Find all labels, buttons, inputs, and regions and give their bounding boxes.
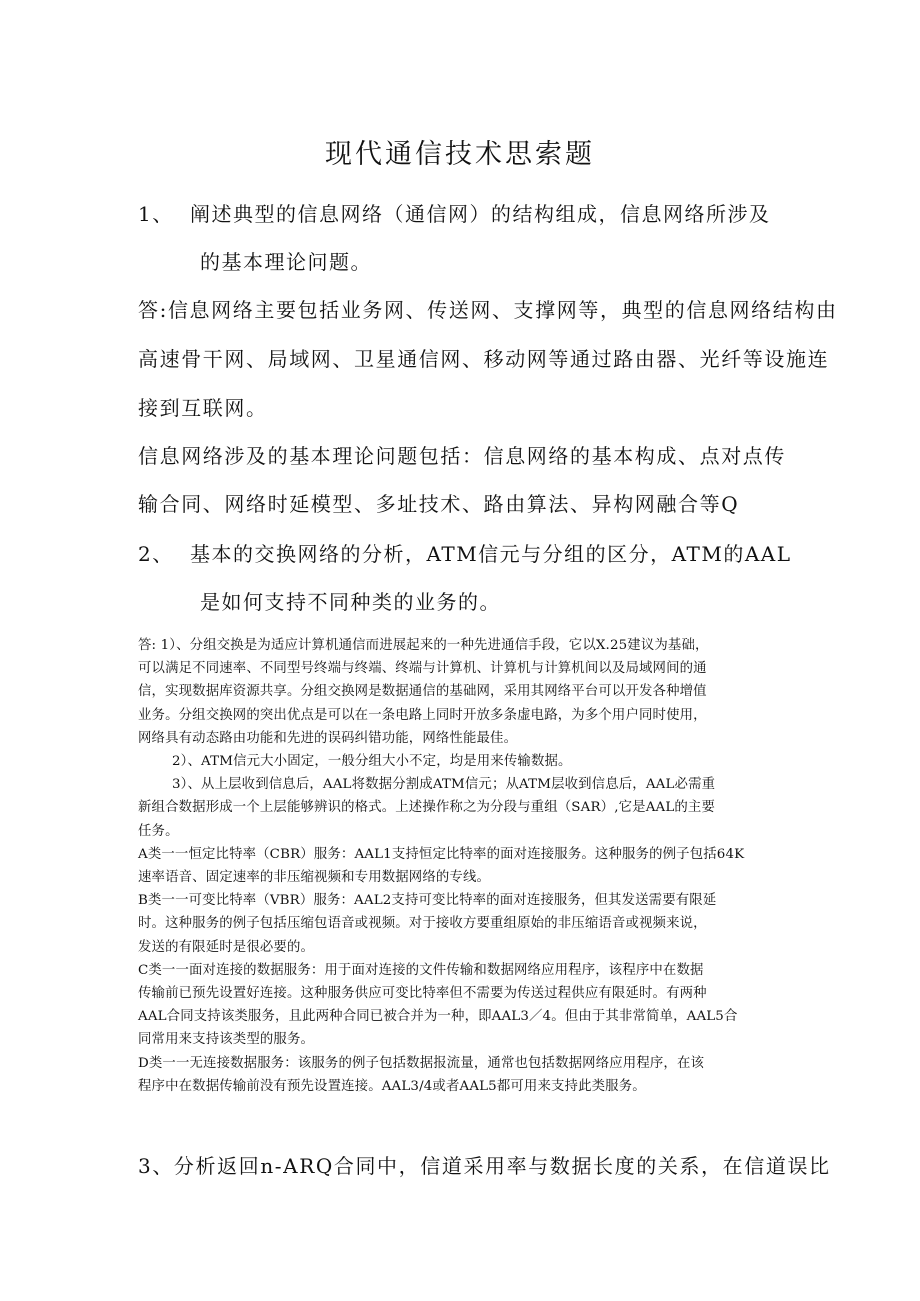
answer-1-line: 答:信息网络主要包括业务网、传送网、支撑网等，典型的信息网络结构由 [138, 298, 838, 322]
answer-2-block [138, 634, 788, 1098]
answer-1-line: 接到互联网。 [138, 396, 268, 420]
question-2-text: 基本的交换网络的分析，ATM信元与分组的区分，ATM的AAL [190, 542, 792, 566]
answer-2-line: 2）、ATM信元大小固定，一般分组大小不定，均是用来传输数据。 [172, 754, 572, 770]
question-3-line-1: 3、分析返回n-ARQ合同中，信道采用率与数据长度的关系，在信道误比 [138, 1154, 831, 1178]
answer-2-line: 可以满足不同速率、不同型号终端与终端、终端与计算机、计算机与计算机间以及局域网间的通 [138, 661, 707, 677]
answer-2-line: 信，实现数据库资源共享。分组交换网是数据通信的基础网，采用其网络平台可以开发各种增值 [138, 684, 707, 700]
answer-2-line: 答: 1）、分组交换是为适应计算机通信而进展起来的一种先进通信手段，它以X.25建议为基础， [138, 638, 709, 653]
answer-2-line: 任务。 [138, 823, 179, 839]
answer-2-line: 程序中在数据传输前没有预先设置连接。AAL3/4或者AAL5都可用来支持此类服务。 [138, 1078, 646, 1094]
answer-1-line: 输合同、网络时延模型、多址技术、路由算法、异构网融合等Q [138, 492, 740, 516]
answer-2-line: 传输前已预先设置好连接。这种服务供应可变比特率但不需要为传送过程供应有限延时。有两种 [138, 986, 707, 1002]
answer-2-line: 同常用来支持该类型的服务。 [138, 1032, 315, 1048]
question-1-text: 阐述典型的信息网络（通信网）的结构组成，信息网络所涉及 [190, 202, 771, 226]
answer-2-line: AAL合同支持该类服务，且此两种合同已被合并为一种，即AAL3／4。但由于其非常简单，AAL5合 [138, 1009, 738, 1025]
question-2-continuation: 是如何支持不同种类的业务的。 [200, 590, 501, 614]
answer-1-line: 信息网络涉及的基本理论问题包括：信息网络的基本构成、点对点传 [138, 444, 786, 468]
answer-2-line: 时。这种服务的例子包括压缩包语音或视频。对于接收方要重组原始的非压缩语音或视频来说， [138, 916, 707, 932]
answer-2-line: 3）、从上层收到信息后，AAL将数据分割成ATM信元；从ATM层收到信息后，AAL必需重 [172, 777, 716, 793]
answer-2-line: A类一一恒定比特率（CBR）服务：AAL1支持恒定比特率的面对连接服务。这种服务的例子包括64K [138, 846, 745, 862]
answer-2-line: 网络具有动态路由功能和先进的误码纠错功能，网络性能最佳。 [138, 730, 518, 746]
question-1-continuation: 的基本理论问题。 [200, 250, 372, 274]
answer-1-line: 高速骨干网、局域网、卫星通信网、移动网等通过路由器、光纤等设施连 [138, 347, 830, 371]
answer-2-line: C类一一面对连接的数据服务：用于面对连接的文件传输和数据网络应用程序，该程序中在数据 [138, 962, 704, 978]
answer-2-line: D类一一无连接数据服务：该服务的例子包括数据报流量，通常也包括数据网络应用程序，在该 [138, 1055, 705, 1071]
answer-2-line: 发送的有限延时是很必要的。 [138, 939, 315, 955]
answer-2-line: B类一一可变比特率（VBR）服务：AAL2支持可变比特率的面对连接服务，但其发送需要有限延 [138, 893, 717, 909]
answer-2-line: 速率语音、固定速率的非压缩视频和专用数据网络的专线。 [138, 870, 491, 886]
document-title: 现代通信技术思索题 [325, 139, 595, 170]
answer-2-line: 新组合数据形成一个上层能够辨识的格式。上述操作称之为分段与重组（SAR）,它是AAL的主要 [138, 800, 716, 816]
answer-2-line: 业务。分组交换网的突出优点是可以在一条电路上同时开放多条虚电路，为多个用户同时使用， [138, 707, 707, 723]
question-2-number: 2、 [138, 542, 174, 566]
question-1-number: 1、 [138, 202, 174, 226]
